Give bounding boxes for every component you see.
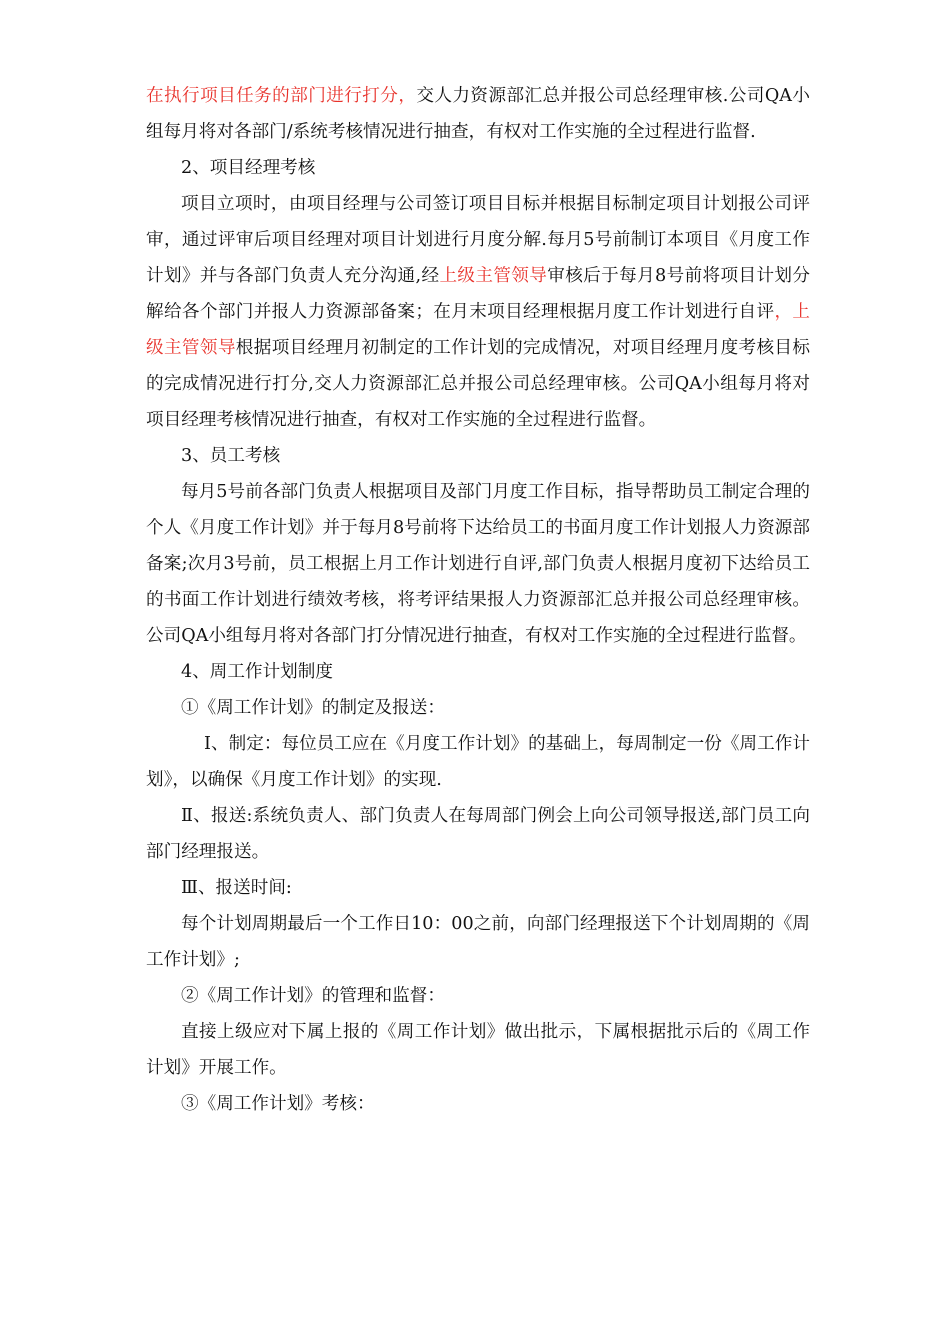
paragraph-text: 审核后于每月8号前将项目计划分解给各个部门并报人力资源部备案；在月末项目经理根据月度工作计划进行自评 xyxy=(146,266,810,322)
paragraph-text: 交人力资源部汇总并报公司总经理审核.公司QA小组每月将对各部门/系统考核情况进行抽查，有权对工作实施的全过程进行监督. xyxy=(146,86,810,142)
item-reporting: Ⅱ、报送:系统负责人、部门负责人在每周部门例会上向公司领导报送,部门员工向部门经理报送。 xyxy=(146,806,810,862)
paragraph-staff-assessment: 每月5号前各部门负责人根据项目及部门月度工作目标，指导帮助员工制定合理的个人《月度工作计划》并于每月8号前将下达给员工的书面月度工作计划报人力资源部备案;次月3号前，员工根据上月工作计划进行自评,部门负责人根据月度初下达给员工的书面工作计划进行绩效考核，将考评结果报人力资源部汇总并报公司总经理审核。公司QA小组每月将对各部门打分情况进行抽查，有权对工作实施的全过程进行监督。 xyxy=(146,482,810,646)
section-heading-pm-assessment: 2、项目经理考核 xyxy=(181,158,316,178)
subheading-weekly-plan-management: ②《周工作计划》的管理和监督： xyxy=(181,986,445,1006)
section-heading-staff-assessment: 3、员工考核 xyxy=(181,446,281,466)
paragraph-text: 项目立项时，由项目经理与公司签订项目目标并根据目标制定项目计划报公司评审，通过评审后项目经理对项目计划进行月度分解.每月5号前制订本项目《月度工作计划》并与各部门负责人充分沟通,经 xyxy=(146,194,810,286)
highlighted-text: 上级主管领导 xyxy=(439,266,548,286)
paragraph-text: 根据项目经理月初制定的工作计划的完成情况，对项目经理月度考核目标的完成情况进行打分,交人力资源部汇总并报公司总经理审核。公司QA小组每月将对项目经理考核情况进行抽查，有权对工作实施的全过程进行监督。 xyxy=(146,338,810,430)
item-making: Ⅰ、制定：每位员工应在《月度工作计划》的基础上，每周制定一份《周工作计划》，以确保《月度工作计划》的实现. xyxy=(146,734,810,790)
subheading-weekly-plan-assessment: ③《周工作计划》考核： xyxy=(181,1094,375,1114)
item-reporting-time: Ⅲ、报送时间: xyxy=(181,878,292,898)
highlighted-text: 在执行项目任务的部门进行打分， xyxy=(146,86,417,106)
document-body xyxy=(146,78,810,1122)
subheading-weekly-plan-making: ①《周工作计划》的制定及报送： xyxy=(181,698,445,718)
paragraph-dept-assessment-end xyxy=(146,78,810,150)
paragraph-reporting-time: 每个计划周期最后一个工作日10：00之前，向部门经理报送下个计划周期的《周工作计划》; xyxy=(146,914,810,970)
paragraph-pm-assessment xyxy=(146,186,810,438)
highlighted-text: ，上级主管领导 xyxy=(146,302,810,358)
section-heading-weekly-plan: 4、周工作计划制度 xyxy=(181,662,333,682)
paragraph-weekly-plan-management: 直接上级应对下属上报的《周工作计划》做出批示，下属根据批示后的《周工作计划》开展工作。 xyxy=(146,1022,810,1078)
